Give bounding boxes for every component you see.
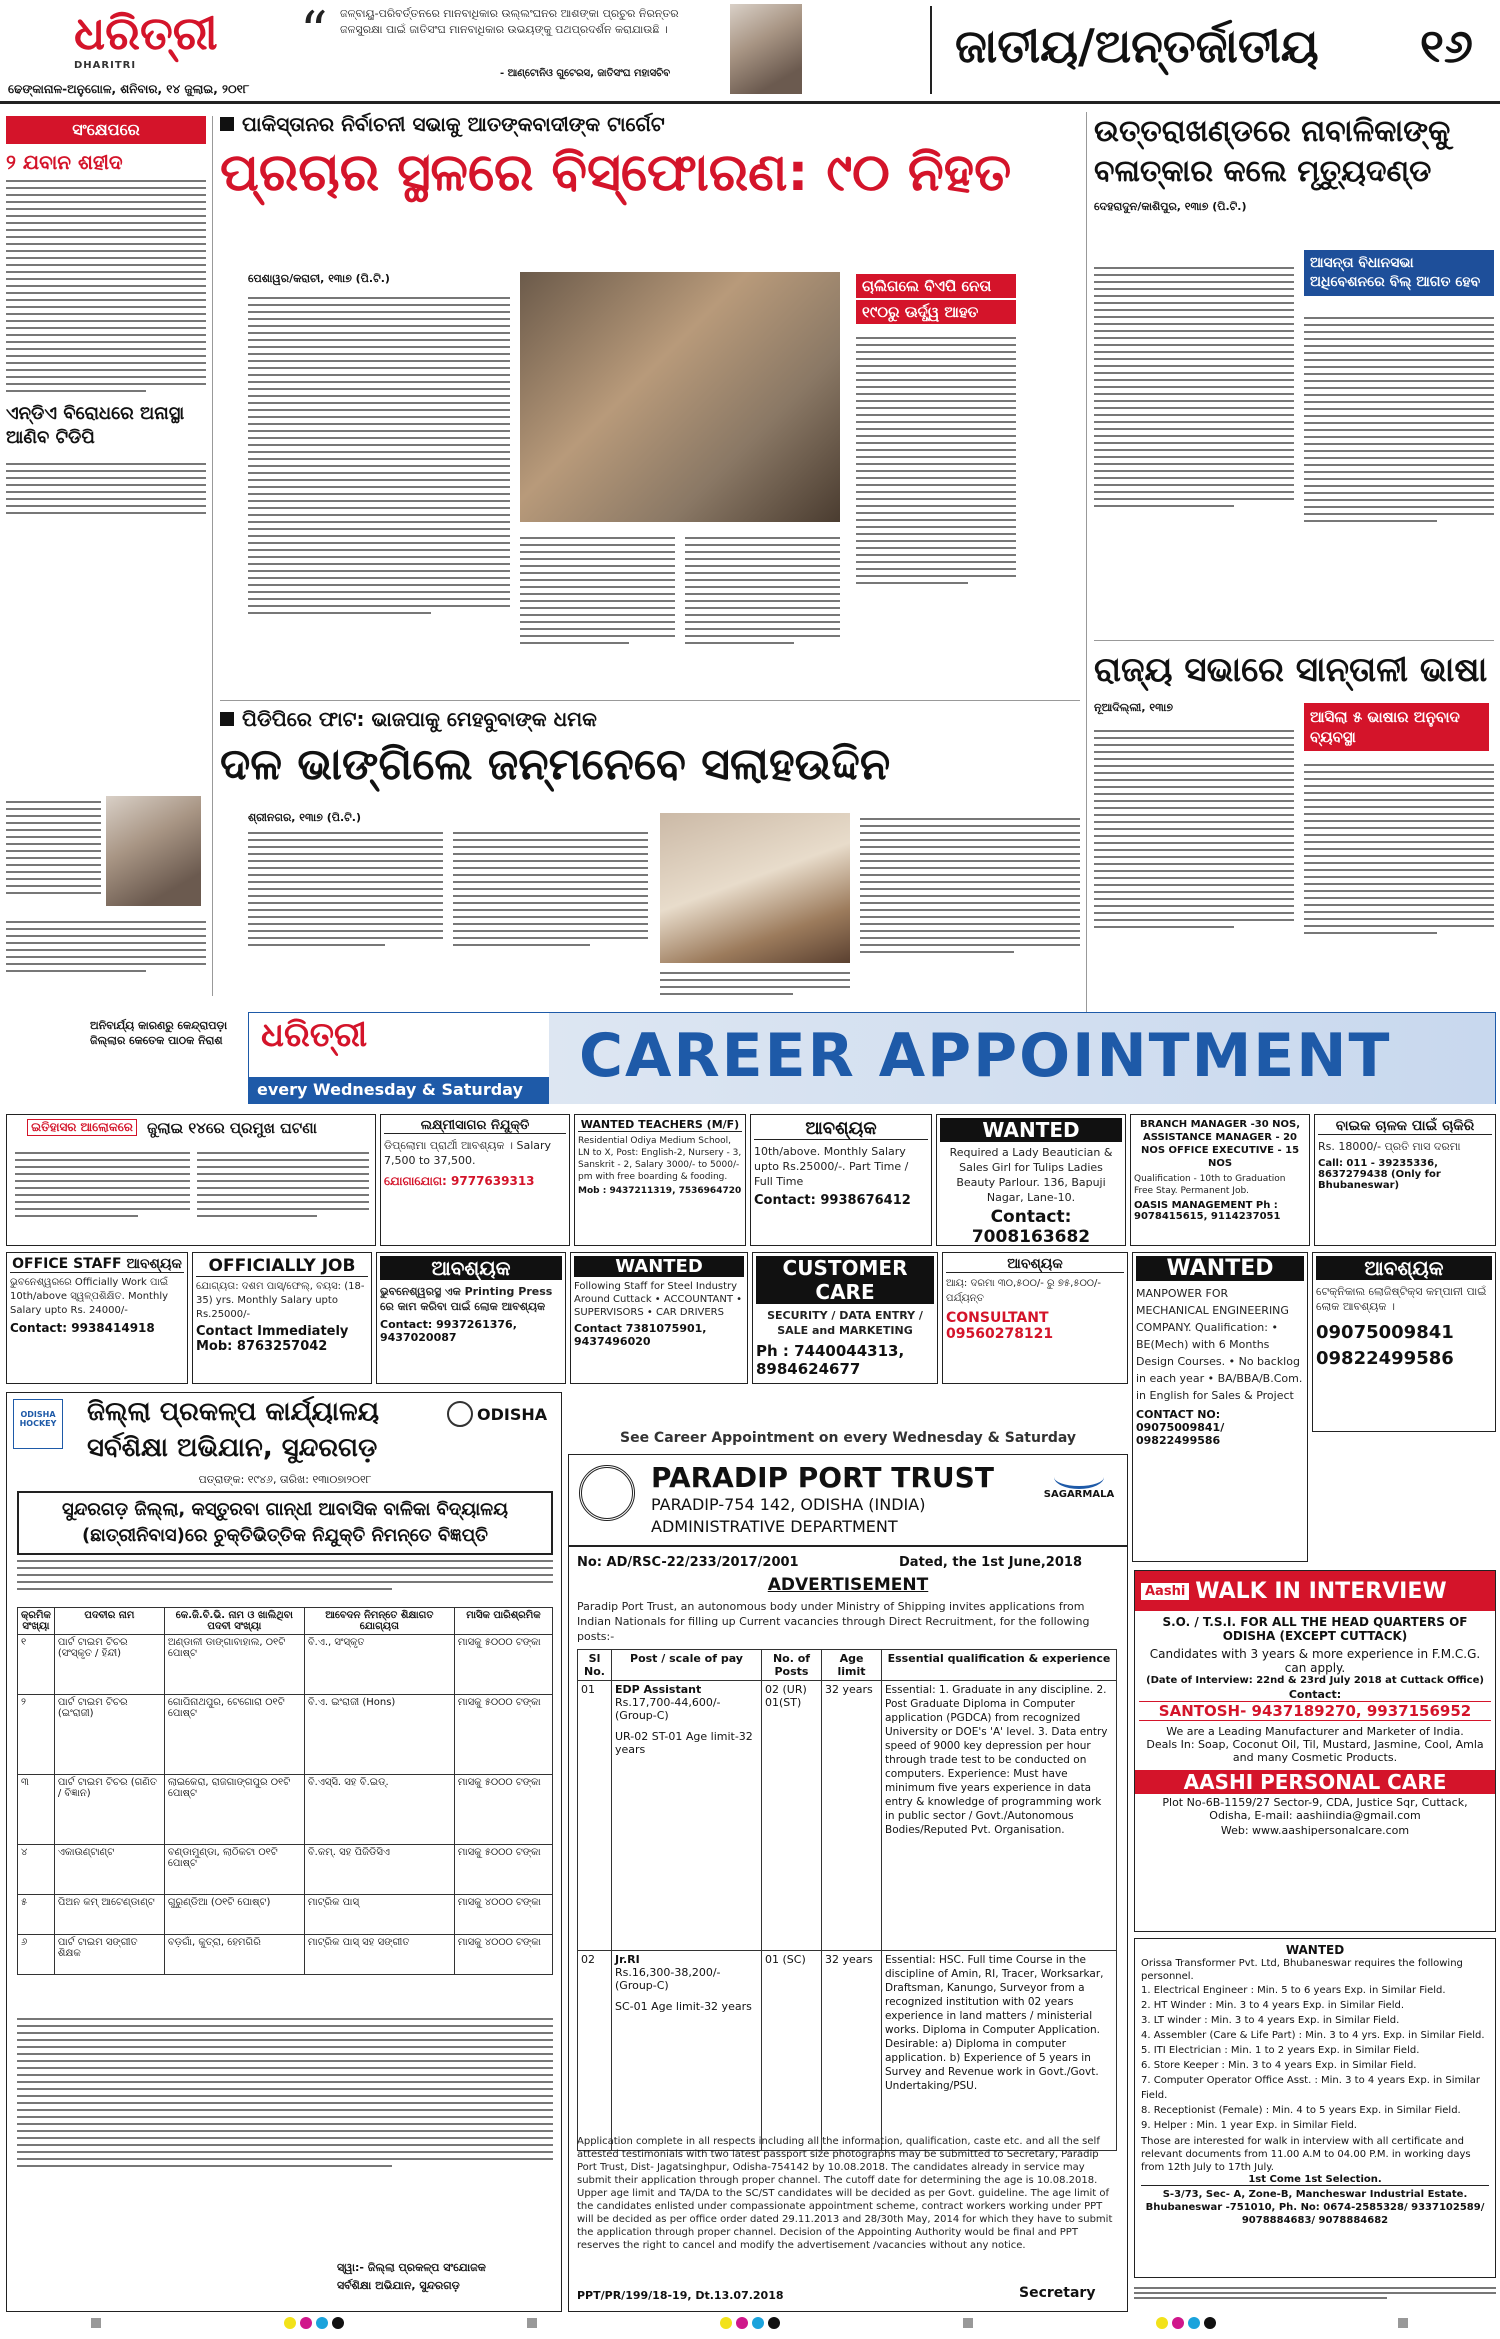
cell-sl: 01 <box>578 1681 612 1951</box>
cell: ଅଣ୍ଡାଳୀ ଡାଙ୍ଗାବାହାଲ, ୦୧ଟି ପୋଷ୍ଟ <box>164 1635 304 1695</box>
bullet-square <box>220 712 234 726</box>
ad-contact: OASIS MANAGEMENT Ph : 9078415615, 9114237051 <box>1134 1200 1281 1222</box>
ad-contact: ଯୋଗାଯୋଗ: 9777639313 <box>384 1174 535 1188</box>
sarva-shiksha-ad <box>6 1392 562 2312</box>
ppt-secretary: Secretary <box>1019 2285 1096 2301</box>
cell: ପାର୍ଟ ଟାଇମ ଟିଚର (ସଂସ୍କୃତ / ହିନ୍ଦୀ) <box>54 1635 164 1695</box>
pdp-headline: ଦଳ ଭାଙ୍ଗିଲେ ଜନ୍ମନେବେ ସଲାହଉଦ୍ଦିନ <box>220 739 891 790</box>
sarva-sign-2: ସର୍ବଶିକ୍ଷା ଅଭିଯାନ, ସୁନ୍ଦରଗଡ଼ <box>337 2279 460 2292</box>
post-scale: Rs.16,300-38,200/- (Group-C) <box>615 1966 721 1992</box>
walkin-sub: S.O. / T.S.I. FOR ALL THE HEAD QUARTERS OF ODISHA (EXCEPT CUTTACK) <box>1162 1615 1468 1643</box>
ad-contact: Contact: 9938676412 <box>754 1193 911 1208</box>
color-bar <box>91 2318 101 2328</box>
color-bar <box>720 2317 780 2329</box>
lead-col-2 <box>520 532 840 649</box>
cell-age: 32 years <box>822 1951 882 2151</box>
logo-text: ଧରିତ୍ରୀ <box>74 6 218 60</box>
walkin-company: AASHI PERSONAL CARE <box>1135 1770 1495 1794</box>
post-name: EDP Assistant <box>615 1683 702 1696</box>
ad-body: ଆୟ: ଦରମା ୩୦,୫୦୦/- ରୁ ୭୫,୫୦୦/- ପର୍ଯ୍ୟନ୍ତ <box>946 1278 1102 1304</box>
logo <box>74 6 244 76</box>
brief-body-4 <box>6 916 206 977</box>
cell: ମାସକୁ ୪୦୦୦ ଟଙ୍କା <box>454 1895 552 1935</box>
ppt-footer: Application complete in all respects including all the information, qualification, caste etc. and all the self attested testimonials with two latest passport size photographs may be submitted to Secretary, Paradip Port Trust, Dist- Jagatsinghpur, Odisha-754142 by 10.08.2018. The candidates already in service may submit their application through proper channel. The cutoff date for determining the age is 10.08.2018. Upper age limit and TA/DA to the SC/ST candidates will be decided as per Govt. guideline. The age limit of the candidates enlisted under compassionate appointment scheme, contract workers working under PPT will be decided as per office order dated 29.11.2013 and 28/30th May, 2014 for which they have to submit the application through proper channel. Decision of the Appointing Authority would be final and PPT reserves the right to cancel and modify the advertisement /vacancies without any notice. <box>577 2136 1113 2251</box>
ppt-rule <box>569 1545 1127 1547</box>
walkin-address: Plot No-6B-1159/27 Sector-9, CDA, Justice Sqr, Cuttack, Odisha, E-mail: aashiindia@gmail.com <box>1162 1796 1468 1822</box>
cell: ମାସକୁ ୫୦୦୦ ଟଙ୍କା <box>454 1775 552 1845</box>
cell-post <box>612 1681 762 1951</box>
sarva-title: ସର୍ବଶିକ୍ଷା ଅଭିଯାନ, ସୁନ୍ଦରଗଡ଼ <box>87 1433 378 1463</box>
ad-box <box>570 1252 748 1384</box>
post-extra: UR-02 ST-01 Age limit-32 years <box>615 1730 753 1756</box>
sagarmala-logo <box>1039 1465 1119 1500</box>
ad-contact: 09075009841 09822499586 <box>1316 1322 1454 1369</box>
cell: ଗୁରୁଣ୍ଡିଆ (୦୧ଟି ପୋଷ୍ଟ) <box>164 1895 304 1935</box>
ad-box <box>942 1252 1128 1384</box>
brief-h1: ୨ ଯବାନ ଶହୀଦ <box>6 150 123 174</box>
post-scale: Rs.17,700-44,600/- (Group-C) <box>615 1696 721 1722</box>
ot-item: 8. Receptionist (Female) : Min. 4 to 5 years Exp. in Similar Field. <box>1141 2105 1461 2116</box>
ad-body: Following Staff for Steel Industry Around Cuttack • ACCOUNTANT • SUPERVISORS • CAR DRIVERS <box>574 1281 743 1318</box>
career-sub: every Wednesday & Saturday <box>249 1077 549 1104</box>
ad-body: ଡିପ୍ଲୋମା ପ୍ରାର୍ଥୀ ଆବଶ୍ୟକ । Salary 7,500 to 37,500. <box>384 1139 552 1167</box>
ad-contact: Contact: 7008163682 <box>971 1207 1091 1246</box>
right-top-dateline: ଦେହରାଦୁନ/କାଶିପୁର, ୧୩ା୭ (ପି.ଟି.) <box>1094 200 1247 213</box>
right-top-col-2 <box>1304 312 1494 527</box>
cell: ପାର୍ଟ ଟାଇମ ଟିଚର (ଗଣିତ / ବିଜ୍ଞାନ) <box>54 1775 164 1845</box>
ot-item: 2. HT Winder : Min. 3 to 4 years Exp. in Similar Field. <box>1141 2000 1405 2011</box>
lead-kicker: ପାକିସ୍ତାନର ନିର୍ବାଚନୀ ସଭାକୁ ଆତଙ୍କବାଦୀଙ୍କ ଟାର୍ଗେଟ <box>242 112 665 136</box>
aashi-logo: Aashi <box>1141 1583 1189 1600</box>
lead-headline: ପ୍ରଚାର ସ୍ଥଳରେ ବିସ୍ଫୋରଣ: ୯୦ ନିହତ <box>220 143 1012 203</box>
itihas-box <box>6 1114 376 1246</box>
color-bar <box>963 2318 973 2328</box>
brief-body-2 <box>6 458 206 519</box>
bullet-square <box>220 117 234 131</box>
cell-qual: Essential: HSC. Full time Course in the discipline of Amin, RI, Tracer, Worksarkar, Draftsman, Kanungo, Surveyor from a recognized institution with 02 years experience in land matters / ministerial works. Diploma in Computer Application. Desirable: a) Diploma in computer application. b) Experience of 5 years in Survey and Revenue work in Govt./Govt. Undertaking/PSU. <box>882 1951 1117 2151</box>
ad-title: ଆବଶ୍ୟକ <box>946 1256 1124 1273</box>
ad-title: OFFICIALLY JOB <box>196 1256 368 1277</box>
table-row <box>18 1895 553 1935</box>
cell: ଏକାଉଣ୍ଟାଣ୍ଟ <box>54 1845 164 1895</box>
cell-posts: 01 (SC) <box>762 1951 822 2151</box>
brief-label: ସଂକ୍ଷେପରେ <box>6 116 206 144</box>
blast-photo <box>520 272 840 522</box>
ad-body: Rs. 18000/- ପ୍ରତି ମାସ ଦରମା <box>1318 1140 1461 1153</box>
pdp-col-1 <box>248 827 648 951</box>
col-header: No. of Posts <box>762 1650 822 1681</box>
ot-item: 9. Helper : Min. 1 year Exp. in Similar Field. <box>1141 2120 1357 2131</box>
odisha-logo <box>447 1401 555 1437</box>
walkin-date: (Date of Interview: 22nd & 23rd July 2018 at Cuttack Office) <box>1146 1675 1484 1686</box>
cell: ମାସକୁ ୫୦୦୦ ଟଙ୍କା <box>454 1845 552 1895</box>
ad-contact: Ph : 7440044313, 8984624677 <box>756 1342 905 1378</box>
walkin-title: WALK IN INTERVIEW <box>1195 1578 1447 1604</box>
ad-body: Qualification - 10th to Graduation Free Stay. Permanent Job. <box>1134 1174 1286 1196</box>
cell: ୬ <box>18 1935 55 1975</box>
ppt-ref: No: AD/RSC-22/233/2017/2001 <box>577 1555 799 1570</box>
itihas-title: ଜୁଲାଇ ୧୪ରେ ପ୍ରମୁଖ ଘଟଣା <box>147 1119 317 1137</box>
ad-contact: Contact: 9937261376, 9437020087 <box>380 1318 517 1344</box>
color-bar <box>1156 2317 1216 2329</box>
cell: ବଡ଼ଗାଁ, କୁତ୍ରା, ହେମଗିରି <box>164 1935 304 1975</box>
lead-story <box>220 112 1080 692</box>
naidu-photo <box>106 796 201 906</box>
ppt-ad <box>568 1454 1128 2312</box>
ppt-date: Dated, the 1st June,2018 <box>899 1555 1082 1570</box>
brief-body-3 <box>6 796 101 899</box>
santali-dateline: ନୂଆଦିଲ୍ଲୀ, ୧୩ା୭ <box>1094 701 1173 714</box>
itihas-col-1 <box>15 1147 190 1222</box>
column-rule-2 <box>1086 112 1087 1012</box>
ppt-logo-icon <box>579 1465 635 1521</box>
small-notice <box>1134 2284 1496 2302</box>
odisha-logo-text: ODISHA <box>477 1404 548 1424</box>
table-row <box>18 1935 553 1975</box>
col-header: Essential qualification & experience <box>882 1650 1117 1681</box>
logo-sub: DHARITRI <box>74 60 137 71</box>
ad-contact: CONSULTANT 09560278121 <box>946 1310 1054 1342</box>
sagarmala-icon <box>1054 1465 1104 1489</box>
brief-column <box>6 116 206 996</box>
color-bar <box>1398 2318 1408 2328</box>
col-header: ଆବେଦନ ନିମନ୍ତେ ଶିକ୍ଷାଗତ ଯୋଗ୍ୟତା <box>304 1608 454 1635</box>
ppt-intro: Paradip Port Trust, an autonomous body under Ministry of Shipping invites applications from Indian Nationals for filling up Current vacancies through Direct Recruitment, for the following posts:- <box>577 1600 1090 1643</box>
ad-contact: CONTACT NO: 09075009841/ 09822499586 <box>1136 1408 1225 1447</box>
table-row <box>578 1681 1117 1951</box>
cell: ମାଟ୍ରିକ ପାସ୍ <box>304 1895 454 1935</box>
see-career-strip: See Career Appointment on every Wednesday & Saturday <box>619 1430 1077 1446</box>
guterres-photo <box>730 4 802 94</box>
ad-title: ଲକ୍ଷ୍ମୀସାଗର ନିଯୁକ୍ତି <box>384 1118 566 1134</box>
cell: ବି.ଏସ୍‌ସି. ସହ ବି.ଇଡ୍. <box>304 1775 454 1845</box>
santali-story <box>1094 640 1494 1010</box>
ad-body: Required a Lady Beautician & Sales Girl for Tulips Ladies Beauty Parlour. 136, Bapuji Nagar, Lane-10. <box>949 1146 1113 1204</box>
lead-dateline: ପେଶାୱର/କରାଚୀ, ୧୩ା୭ (ପି.ଟି.) <box>248 272 390 285</box>
ad-title: BRANCH MANAGER -30 NOS, ASSISTANCE MANAGER - 20 NOS OFFICE EXECUTIVE - 15 NOS <box>1139 1119 1301 1169</box>
edition-line: ଢେଙ୍କାନାଳ-ଅନୁଗୋଳ, ଶନିବାର, ୧୪ ଜୁଲାଇ, ୨୦୧୮ <box>8 82 250 96</box>
ad-title: WANTED TEACHERS (M/F) <box>578 1118 742 1132</box>
walkin-web: Web: www.aashipersonalcare.com <box>1220 1824 1410 1837</box>
cell-sl: 02 <box>578 1951 612 2151</box>
lead-badge-1: ଚାଲିଗଲେ ବିଏପି ନେତା <box>856 274 1016 298</box>
ad-box <box>1130 1114 1310 1246</box>
ad-title: ଆବଶ୍ୟକ <box>380 1256 562 1280</box>
cell: ପିଅନ କମ୍ ଆଟେଣ୍ଡାଣ୍ଟ <box>54 1895 164 1935</box>
lead-col-3 <box>856 332 1016 589</box>
ad-contact: Contact: 9938414918 <box>10 1321 155 1335</box>
career-note: ଅନିବାର୍ଯ୍ୟ କାରଣରୁ କେନ୍ଦ୍ରାପଡ଼ା ଜିଲ୍ଲାର କେତେକ ପାଠକ ନିରାଶ <box>90 1019 228 1047</box>
cell: ମାସକୁ ୫୦୦୦ ଟଙ୍କା <box>454 1635 552 1695</box>
ppt-address: PARADIP-754 142, ODISHA (INDIA) <box>651 1495 926 1514</box>
ad-body: ଯୋଗ୍ୟତା: ଦଶମ ପାସ୍/ଫେଲ୍, ବୟସ: (18-35) yrs. Monthly Salary upto Rs.25000/- <box>196 1281 365 1320</box>
pdp-story <box>220 700 1080 1000</box>
col-header: Post / scale of pay <box>612 1650 762 1681</box>
sarva-table <box>17 1607 553 1975</box>
santali-headline: ରାଜ୍ୟ ସଭାରେ ସାନ୍ତାଳୀ ଭାଷା <box>1094 650 1488 690</box>
ad-body: Residential Odiya Medium School, LN to X, Post: English-2, Nursery - 3, Sanskrit - 2, Salary 3000/- to 5000/- pm with free boarding & fooding. <box>578 1136 742 1182</box>
cell-qual: Essential: 1. Graduate in any discipline. 2. Post Graduate Diploma in Computer application (PGDCA) from recognized University or DOE's 'A' level. 3. Data entry speed of 9000 key depression per hour through trade test to be conducted on computers. Experience: Must have minimum five years experience in data entry & knowledge of programming work in public sector / Govt./Autonomous Bodies/Reputed Pvt. Organisation. <box>882 1681 1117 1951</box>
walkin-deals: Deals In: Soap, Coconut Oil, Til, Mustard, Jasmine, Cool, Amla and many Cosmetic Products. <box>1146 1738 1484 1764</box>
masthead <box>0 0 1500 104</box>
ppt-name: PARADIP PORT TRUST <box>651 1461 994 1494</box>
col-header: ମାସିକ ପାରିଶ୍ରମିକ <box>454 1608 552 1635</box>
table-row <box>18 1695 553 1775</box>
table-row <box>18 1845 553 1895</box>
ppt-table <box>577 1649 1117 2151</box>
ad-box <box>1312 1252 1496 1432</box>
hockey-logo <box>13 1399 63 1449</box>
cell: ମାସକୁ ୫୦୦୦ ଟଙ୍କା <box>454 1695 552 1775</box>
walkin-line2: We are a Leading Manufacturer and Marketer of India. <box>1166 1725 1464 1738</box>
lead-col-1 <box>248 292 510 619</box>
ppt-adv: ADVERTISEMENT <box>767 1575 929 1595</box>
ot-item: 4. Assembler (Care & Life Part) : Min. 3 to 4 yrs. Exp. in Similar Field. <box>1141 2030 1485 2041</box>
ad-contact: Contact Immediately Mob: 8763257042 <box>196 1324 349 1354</box>
hockey-text: ODISHA HOCKEY <box>19 1410 57 1428</box>
ot-item: 5. ITI Electrician : Min. 1 to 2 years Exp. in Similar Field. <box>1141 2045 1420 2056</box>
cell: ୪ <box>18 1845 55 1895</box>
post-name: Jr.RI <box>615 1953 640 1966</box>
table-row <box>18 1775 553 1845</box>
sarva-sign-1: ସ୍ୱା:- ଜିଲ୍ଲା ପ୍ରକଳ୍ପ ସଂଯୋଜକ <box>337 2261 486 2274</box>
cell: ୧ <box>18 1635 55 1695</box>
ad-box <box>574 1114 746 1246</box>
career-logo: ଧରିତ୍ରୀ <box>261 1015 368 1055</box>
career-title: CAREER APPOINTMENT <box>579 1021 1392 1091</box>
sarva-org: ଜିଲ୍ଲା ପ୍ରକଳ୍ପ କାର୍ଯ୍ୟାଳୟ <box>87 1397 380 1427</box>
right-top-story <box>1094 112 1494 632</box>
ad-title: CUSTOMER CARE <box>756 1256 934 1304</box>
ad-box <box>750 1114 932 1246</box>
mehbooba-photo <box>660 813 850 963</box>
cell: ଲାଇକେରା, ରାଜଗାଙ୍ଗପୁର ୦୧ଟି ପୋଷ୍ଟ <box>164 1775 304 1845</box>
pdp-kicker: ପିଡିପିରେ ଫାଟ: ଭାଜପାକୁ ମେହବୁବାଙ୍କ ଧମକ <box>242 707 597 731</box>
lead-badge-2: ୧୯୦ରୁ ଊର୍ଦ୍ଧ୍ୱ ଆହତ <box>856 300 1016 324</box>
ppt-pr: PPT/PR/199/18-19, Dt.13.07.2018 <box>577 2289 784 2302</box>
cell-post <box>612 1951 762 2151</box>
cell-age: 32 years <box>822 1681 882 1951</box>
ad-body: ଭୁବନେଶ୍ୱରରେ Officially Work ପାଇଁ 10th/above ସ୍ୱଳ୍ପଶିକ୍ଷିତ. Monthly Salary upto Rs. 24000/- <box>10 1277 169 1316</box>
cell: ମାଟ୍ରିକ ପାସ୍ ସହ ସଙ୍ଗୀତ <box>304 1935 454 1975</box>
cell: ବି.ଏ., ସଂସ୍କୃତ <box>304 1635 454 1695</box>
ad-box <box>376 1252 566 1384</box>
cell: ବି.ଏ. ଇଂରାଜୀ (Hons) <box>304 1695 454 1775</box>
ad-body: ଟେକ୍ନିକାଲ ଲୋଜିଷ୍ଟିକ୍ସ କମ୍ପାନୀ ପାଇଁ ଲୋକ ଆବଶ୍ୟକ । <box>1316 1285 1487 1313</box>
ad-box <box>936 1114 1126 1246</box>
col-header: Age limit <box>822 1650 882 1681</box>
ot-walk: Those are interested for walk in interview with all certificate and relevant documents from 11.00 A.M to 04.00 P.M. in working days from 12th July to 17th July. <box>1141 2136 1471 2173</box>
cell: ପାର୍ଟ ଟାଇମ ସଙ୍ଗୀତ ଶିକ୍ଷକ <box>54 1935 164 1975</box>
ad-box <box>192 1252 372 1384</box>
ad-title: ଆବଶ୍ୟକ <box>754 1118 928 1140</box>
section-title: ଜାତୀୟ/ଅନ୍ତର୍ଜାତୀୟ <box>955 19 1319 73</box>
right-top-headline: ଉତ୍ତରାଖଣ୍ଡରେ ନାବାଳିକାଙ୍କୁ ବଳାତ୍କାର କଲେ ମୃତ୍ୟୁଦଣ୍ଡ <box>1094 114 1451 189</box>
ot-address: S-3/73, Sec- A, Zone-B, Mancheswar Industrial Estate. Bhubaneswar -751010, Ph. No: 0674-2585328/ 9337102589/ 9078884683/ 9078884682 <box>1141 2185 1489 2227</box>
color-bar <box>284 2317 344 2329</box>
quote-author: - ଆଣ୍ଟୋନିଓ ଗୁଟେରସ, ଜାତିସଂଘ ମହାସଚିବ <box>500 68 671 79</box>
col-header: ପଦବୀର ନାମ <box>54 1608 164 1635</box>
column-rule <box>212 116 213 996</box>
ppt-dept: ADMINISTRATIVE DEPARTMENT <box>651 1517 898 1536</box>
cell: ୫ <box>18 1895 55 1935</box>
ad-title: WANTED <box>1136 1256 1304 1281</box>
ad-box <box>380 1114 570 1246</box>
ad-body: ଭୁବନେଶ୍ୱରସ୍ଥ ଏକ Printing Press ରେ କାମ କରିବା ପାଇଁ ଲୋକ ଆବଶ୍ୟକ <box>380 1285 553 1313</box>
walkin-line1: Candidates with 3 years & more experience in F.M.C.G. can apply. <box>1149 1647 1481 1675</box>
itihas-label: ଇତିହାସର ଆଲୋକରେ <box>27 1119 137 1136</box>
col-header: କ୍ରମିକ ସଂଖ୍ୟା <box>18 1608 55 1635</box>
cell: ବି.କମ୍. ସହ ପିଜିଡିସିଏ <box>304 1845 454 1895</box>
cell: ୩ <box>18 1775 55 1845</box>
santali-col-2 <box>1304 759 1494 939</box>
pdp-col-2 <box>660 967 850 1000</box>
brief-body-1 <box>6 180 206 392</box>
santali-badge: ଆସିଲା ୫ ଭାଷାର ଅନୁବାଦ ବ୍ୟବସ୍ଥା <box>1304 703 1489 751</box>
sarva-notice: ସୁନ୍ଦରଗଡ଼ ଜିଲ୍ଲା, କସ୍ତୁରବା ଗାନ୍ଧୀ ଆବାସିକ ବାଳିକା ବିଦ୍ୟାଳୟ (ଛାତ୍ରୀନିବାସ)ରେ ଚୁକ୍ତିଭିତ୍ତିକ ନିଯୁକ୍ତି ନିମନ୍ତେ ବିଜ୍ଞପ୍ତି <box>17 1491 553 1555</box>
ot-first: 1st Come 1st Selection. <box>1248 2174 1382 2185</box>
divider <box>930 6 932 94</box>
right-top-col-1 <box>1094 262 1294 512</box>
right-top-badge: ଆସନ୍ତା ବିଧାନସଭା ଅଧିବେଶନରେ ବିଲ୍ ଆଗତ ହେବ <box>1304 250 1494 296</box>
career-banner <box>248 1012 1496 1104</box>
orissa-transformer-ad <box>1134 1938 1496 2278</box>
pdp-dateline: ଶ୍ରୀନଗର, ୧୩ା୭ (ପି.ଟି.) <box>248 811 362 824</box>
ad-contact: Contact 7381075901, 9437496020 <box>574 1322 707 1348</box>
ot-item: 7. Computer Operator Office Asst. : Min. 3 to 4 years Exp. in Similar Field. <box>1141 2075 1481 2101</box>
sarva-terms <box>17 2013 553 2172</box>
quote-mark-icon: “ <box>300 0 328 63</box>
brief-h2: ଏନ୍‌ଡିଏ ବିରୋଧରେ ଅନାସ୍ଥା ଆଣିବ ଟିଡିପି <box>6 403 185 448</box>
ad-box <box>6 1252 188 1384</box>
cell-posts: 02 (UR) 01(ST) <box>762 1681 822 1951</box>
ad-body: MANPOWER FOR MECHANICAL ENGINEERING COMPANY. Qualification: • BE(Mech) with 6 Months Design Courses. • No backlog in each year • BA/BBA/B.Com. in English for Sales & Project <box>1136 1287 1303 1402</box>
ad-contact: Call: 011 - 39235336, 8637279438 (Only for Bhubaneswar) <box>1318 1158 1441 1191</box>
ad-title: ବାଇକ ଚାଳକ ପାଇଁ ଚାକିରି <box>1318 1118 1492 1135</box>
ot-intro: Orissa Transformer Pvt. Ltd, Bhubaneswar requires the following personnel. <box>1141 1958 1463 1982</box>
walkin-contact: SANTOSH- 9437189270, 9937156952 <box>1139 1701 1491 1721</box>
sarva-intro <box>17 1555 553 1595</box>
sarva-table-wrap <box>17 1607 553 1975</box>
cell: ପାର୍ଟ ଟାଇମ ଟିଚର (ଇଂରାଜୀ) <box>54 1695 164 1775</box>
page-number: ୧୬ <box>1420 19 1473 73</box>
ad-title: OFFICE STAFF ଆବଶ୍ୟକ <box>10 1256 184 1273</box>
itihas-col-2 <box>197 1147 369 1222</box>
table-row <box>578 1951 1117 2151</box>
cell: ୨ <box>18 1695 55 1775</box>
pdp-col-3 <box>860 813 1080 958</box>
ad-box <box>1314 1114 1496 1246</box>
color-bar <box>527 2318 537 2328</box>
col-header: Sl No. <box>578 1650 612 1681</box>
ot-item: 3. LT winder : Min. 3 to 4 years Exp. in Similar Field. <box>1141 2015 1400 2026</box>
odisha-emblem-icon <box>447 1401 473 1427</box>
santali-col-1 <box>1094 725 1294 933</box>
ad-box <box>1132 1252 1308 1562</box>
sagarmala-text: SAGARMALA <box>1043 1489 1115 1500</box>
table-row <box>18 1635 553 1695</box>
ad-title: ଆବଶ୍ୟକ <box>1316 1256 1492 1280</box>
col-header: କେ.ଜି.ବି.ଭି. ନାମ ଓ ଖାଲିଥିବା ପଦବୀ ସଂଖ୍ୟା <box>164 1608 304 1635</box>
cell: ଗୋପିନାଥପୁର, ଟେଗୋରା ୦୧ଟି ପୋଷ୍ଟ <box>164 1695 304 1775</box>
cell: ବଣ୍ଡାମୁଣ୍ଡା, ଲାଠିକଟା ୦୧ଟି ପୋଷ୍ଟ <box>164 1845 304 1895</box>
ot-item: 1. Electrical Engineer : Min. 5 to 6 years Exp. in Similar Field. <box>1141 1985 1446 1996</box>
ot-item: 6. Store Keeper : Min. 3 to 4 years Exp. in Similar Field. <box>1141 2060 1417 2071</box>
sarva-ref: ପତ୍ରାଙ୍କ: ୧୯୪୬, ତାରିଖ: ୧୩ା୦୭ା୨୦୧୮ <box>198 1473 372 1486</box>
cell: ମାସକୁ ୪୦୦୦ ଟଙ୍କା <box>454 1935 552 1975</box>
ad-title: WANTED <box>574 1256 744 1277</box>
registration-marks <box>0 2316 1500 2330</box>
ppt-table-wrap <box>577 1649 1117 2151</box>
ad-body: SECURITY / DATA ENTRY / SALE and MARKETING <box>767 1309 923 1337</box>
ad-title: WANTED <box>940 1118 1122 1142</box>
walkin-ad <box>1134 1570 1496 1932</box>
ad-body: 10th/above. Monthly Salary upto Rs.25000/-. Part Time / Full Time <box>754 1145 909 1188</box>
quote-text: ଜଳ୍ବାୟୁ-ପରିବର୍ତ୍ତନରେ ମାନବାଧିକାର ଉଲ୍ଲଂଘନର ଆଶଙ୍କା ପ୍ରଚୁର ନିରନ୍ତର ଜଳସୁରକ୍ଷା ପାଇଁ ଜାତିସଂଘ ମାନବାଧିକାର ଉଭୟଙ୍କୁ ପଥପ୍ରଦର୍ଶନ କରାଯାଉଛି । <box>340 7 679 36</box>
ot-title: WANTED <box>1285 1943 1345 1957</box>
walkin-contact-label: Contact: <box>1288 1688 1342 1701</box>
ad-box <box>752 1252 938 1384</box>
ad-contact: Mob : 9437211319, 7536964720 <box>578 1186 742 1196</box>
post-extra: SC-01 Age limit-32 years <box>615 2000 752 2013</box>
